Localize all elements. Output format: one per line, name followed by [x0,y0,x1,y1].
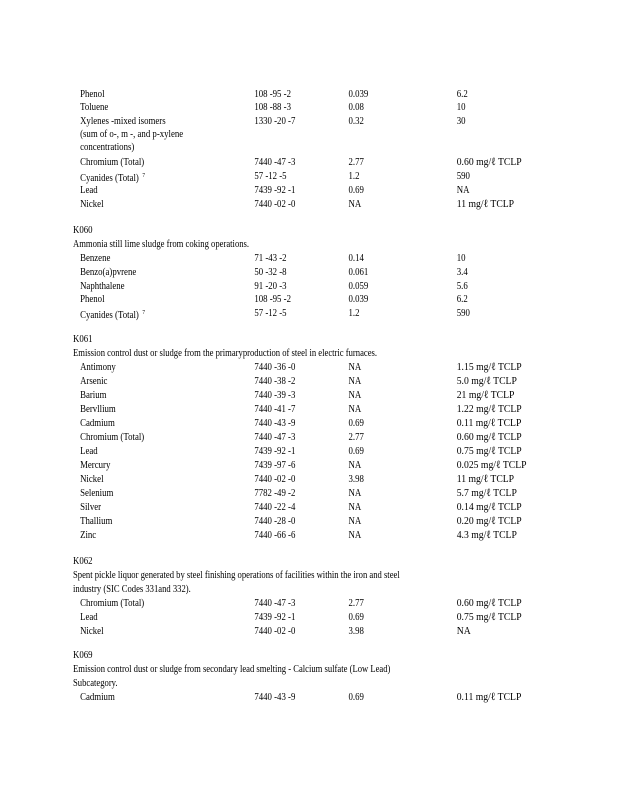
constituent-label: Cyanides (Total) [80,310,139,321]
constituent-name: Lead [80,446,98,457]
table-row [0,184,544,197]
wastewater-standard: 2.77 [348,598,364,609]
table-row [0,529,544,542]
cas-number: 7782 -49 -2 [254,488,296,499]
constituent-name: Phenol [80,89,105,100]
cas-number: 7440 -41 -7 [254,404,296,415]
nonwastewater-standard: 10 [456,253,466,264]
nonwastewater-standard: 21 mg/ℓ TCLP [456,389,515,401]
waste-description: Ammonia still lime sludge from coking operations. [73,239,250,250]
cas-number: 7439 -92 -1 [254,612,296,623]
cas-number: 7440 -43 -9 [254,692,296,703]
cas-number: 108 -95 -2 [254,89,291,100]
wastewater-standard: NA [348,199,362,210]
wastewater-standard: NA [348,390,362,401]
constituent-name: Nickel [80,626,104,637]
nonwastewater-standard: 0.025 mg/ℓ TCLP [456,459,527,471]
wastewater-standard: 1.2 [348,171,360,182]
wastewater-standard: 0.32 [348,116,364,127]
table-row [0,307,544,320]
cas-number: 7439 -92 -1 [254,446,296,457]
wastewater-standard: 1.2 [348,308,360,319]
wastewater-standard: NA [348,516,362,527]
table-row [0,361,544,374]
nonwastewater-standard: 0.11 mg/ℓ TCLP [456,417,522,429]
table-row [0,198,544,211]
cas-number: 7440 -66 -6 [254,530,296,541]
nonwastewater-standard: 0.11 mg/ℓ TCLP [456,691,522,703]
table-row [0,293,544,306]
constituent-name: Phenol [80,294,105,305]
cas-number: 108 -95 -2 [254,294,291,305]
nonwastewater-standard: 5.6 [456,281,468,292]
cas-number: 7440 -02 -0 [254,626,296,637]
nonwastewater-standard: 1.22 mg/ℓ TCLP [456,403,522,415]
waste-description: Spent pickle liquor generated by steel finishing operations of facilities within the iron and steel [73,570,400,581]
wastewater-standard: NA [348,460,362,471]
cas-number: 7440 -47 -3 [254,598,296,609]
table-row-continuation [0,141,544,154]
constituent-name: Cadmium [80,692,115,703]
table-row [0,101,544,114]
constituent-name: Lead [80,612,98,623]
cas-number: 91 -20 -3 [254,281,287,292]
constituent-name: Benzo(a)pvrene [80,267,137,278]
constituent-name: Arsenic [80,376,108,387]
cas-number: 7440 -02 -0 [254,474,296,485]
wastewater-standard: 0.69 [348,185,364,196]
waste-description-continued: industry (SIC Codes 331and 332). [73,584,191,595]
cas-number: 7440 -47 -3 [254,432,296,443]
nonwastewater-standard: 0.20 mg/ℓ TCLP [456,515,522,527]
constituent-name: Mercury [80,460,111,471]
wastewater-standard: 0.039 [348,294,369,305]
waste-code-k069: K069 [73,650,93,661]
cas-number: 7440 -02 -0 [254,199,296,210]
wastewater-standard: 0.059 [348,281,369,292]
constituent-name: (sum of o-, m -, and p-xylene [80,129,184,140]
nonwastewater-standard: 30 [456,116,466,127]
table-row [0,88,544,101]
cas-number: 7440 -22 -4 [254,502,296,513]
wastewater-standard: 0.69 [348,446,364,457]
cas-number: 7439 -97 -6 [254,460,296,471]
cas-number: 108 -88 -3 [254,102,291,113]
nonwastewater-standard: 11 mg/ℓ TCLP [456,198,515,210]
cas-number: 7440 -47 -3 [254,157,296,168]
footnote-marker: 7 [142,310,146,316]
cas-number: 1330 -20 -7 [254,116,296,127]
table-row [0,611,544,624]
nonwastewater-standard: 5.0 mg/ℓ TCLP [456,375,517,387]
wastewater-standard: 2.77 [348,432,364,443]
constituent-name: Zinc [80,530,97,541]
constituent-name: Chromium (Total) [80,432,145,443]
wastewater-standard: 3.98 [348,626,364,637]
table-row [0,156,544,169]
waste-description: Emission control dust or sludge from secondary lead smelting - Calcium sulfate (Low Lead) [73,664,391,675]
constituent-name: Bervllium [80,404,116,415]
table-row [0,417,544,430]
wastewater-standard: 0.69 [348,418,364,429]
constituent-name: Nickel [80,199,104,210]
nonwastewater-standard: 3.4 [456,267,468,278]
table-row [0,252,544,265]
cas-number: 7440 -36 -0 [254,362,296,373]
waste-code-k061: K061 [73,334,93,345]
constituent-label: Cyanides (Total) [80,173,139,184]
constituent-name: Antimony [80,362,116,373]
nonwastewater-standard: 0.75 mg/ℓ TCLP [456,611,522,623]
nonwastewater-standard: 0.14 mg/ℓ TCLP [456,501,522,513]
footnote-marker: 7 [142,173,146,179]
constituent-name: Nickel [80,474,104,485]
constituent-name [80,170,145,185]
table-row-continuation [0,128,544,141]
nonwastewater-standard: 6.2 [456,294,468,305]
nonwastewater-standard: 5.7 mg/ℓ TCLP [456,487,517,499]
nonwastewater-standard: NA [456,625,471,637]
cas-number: 50 -32 -8 [254,267,287,278]
table-row [0,473,544,486]
nonwastewater-standard: NA [456,185,470,196]
wastewater-standard: 0.69 [348,612,364,623]
constituent-name: Toluene [80,102,109,113]
cas-number: 7440 -43 -9 [254,418,296,429]
constituent-name [80,307,145,322]
constituent-name: Chromium (Total) [80,157,145,168]
table-row [0,389,544,402]
table-row [0,691,544,704]
table-row [0,280,544,293]
wastewater-standard: NA [348,488,362,499]
wastewater-standard: 0.039 [348,89,369,100]
table-row [0,170,544,183]
cas-number: 7439 -92 -1 [254,185,296,196]
table-row [0,515,544,528]
nonwastewater-standard: 0.75 mg/ℓ TCLP [456,445,522,457]
table-row [0,445,544,458]
table-row [0,597,544,610]
wastewater-standard: 0.061 [348,267,369,278]
table-row [0,501,544,514]
constituent-name: Naphthalene [80,281,125,292]
waste-description-continued: Subcategory. [73,678,118,689]
table-row [0,487,544,500]
wastewater-standard: 0.69 [348,692,364,703]
constituent-name: Lead [80,185,98,196]
table-row [0,375,544,388]
wastewater-standard: 2.77 [348,157,364,168]
table-row [0,459,544,472]
nonwastewater-standard: 0.60 mg/ℓ TCLP [456,431,522,443]
nonwastewater-standard: 10 [456,102,466,113]
waste-code-k060: K060 [73,225,93,236]
wastewater-standard: 3.98 [348,474,364,485]
wastewater-standard: NA [348,502,362,513]
nonwastewater-standard: 11 mg/ℓ TCLP [456,473,515,485]
table-row [0,115,544,128]
nonwastewater-standard: 0.60 mg/ℓ TCLP [456,156,522,168]
cas-number: 7440 -39 -3 [254,390,296,401]
nonwastewater-standard: 590 [456,308,470,319]
waste-description: Emission control dust or sludge from the primaryproduction of steel in electric furnaces. [73,348,378,359]
wastewater-standard: NA [348,404,362,415]
cas-number: 57 -12 -5 [254,308,287,319]
constituent-name: Benzene [80,253,111,264]
constituent-name: Cadmium [80,418,115,429]
constituent-name: Xylenes -mixed isomers [80,116,166,127]
nonwastewater-standard: 6.2 [456,89,468,100]
waste-code-k062: K062 [73,556,93,567]
constituent-name: Chromium (Total) [80,598,145,609]
constituent-name: Selenium [80,488,114,499]
cas-number: 71 -43 -2 [254,253,287,264]
table-row [0,625,544,638]
wastewater-standard: NA [348,362,362,373]
nonwastewater-standard: 1.15 mg/ℓ TCLP [456,361,522,373]
wastewater-standard: NA [348,376,362,387]
cas-number: 7440 -28 -0 [254,516,296,527]
constituent-name: Barium [80,390,107,401]
cas-number: 57 -12 -5 [254,171,287,182]
wastewater-standard: NA [348,530,362,541]
table-row [0,403,544,416]
nonwastewater-standard: 4.3 mg/ℓ TCLP [456,529,517,541]
cas-number: 7440 -38 -2 [254,376,296,387]
constituent-name: Silver [80,502,102,513]
constituent-name: concentrations) [80,142,135,153]
nonwastewater-standard: 590 [456,171,470,182]
nonwastewater-standard: 0.60 mg/ℓ TCLP [456,597,522,609]
constituent-name: Thallium [80,516,113,527]
table-row [0,266,544,279]
wastewater-standard: 0.08 [348,102,364,113]
table-row [0,431,544,444]
wastewater-standard: 0.14 [348,253,364,264]
